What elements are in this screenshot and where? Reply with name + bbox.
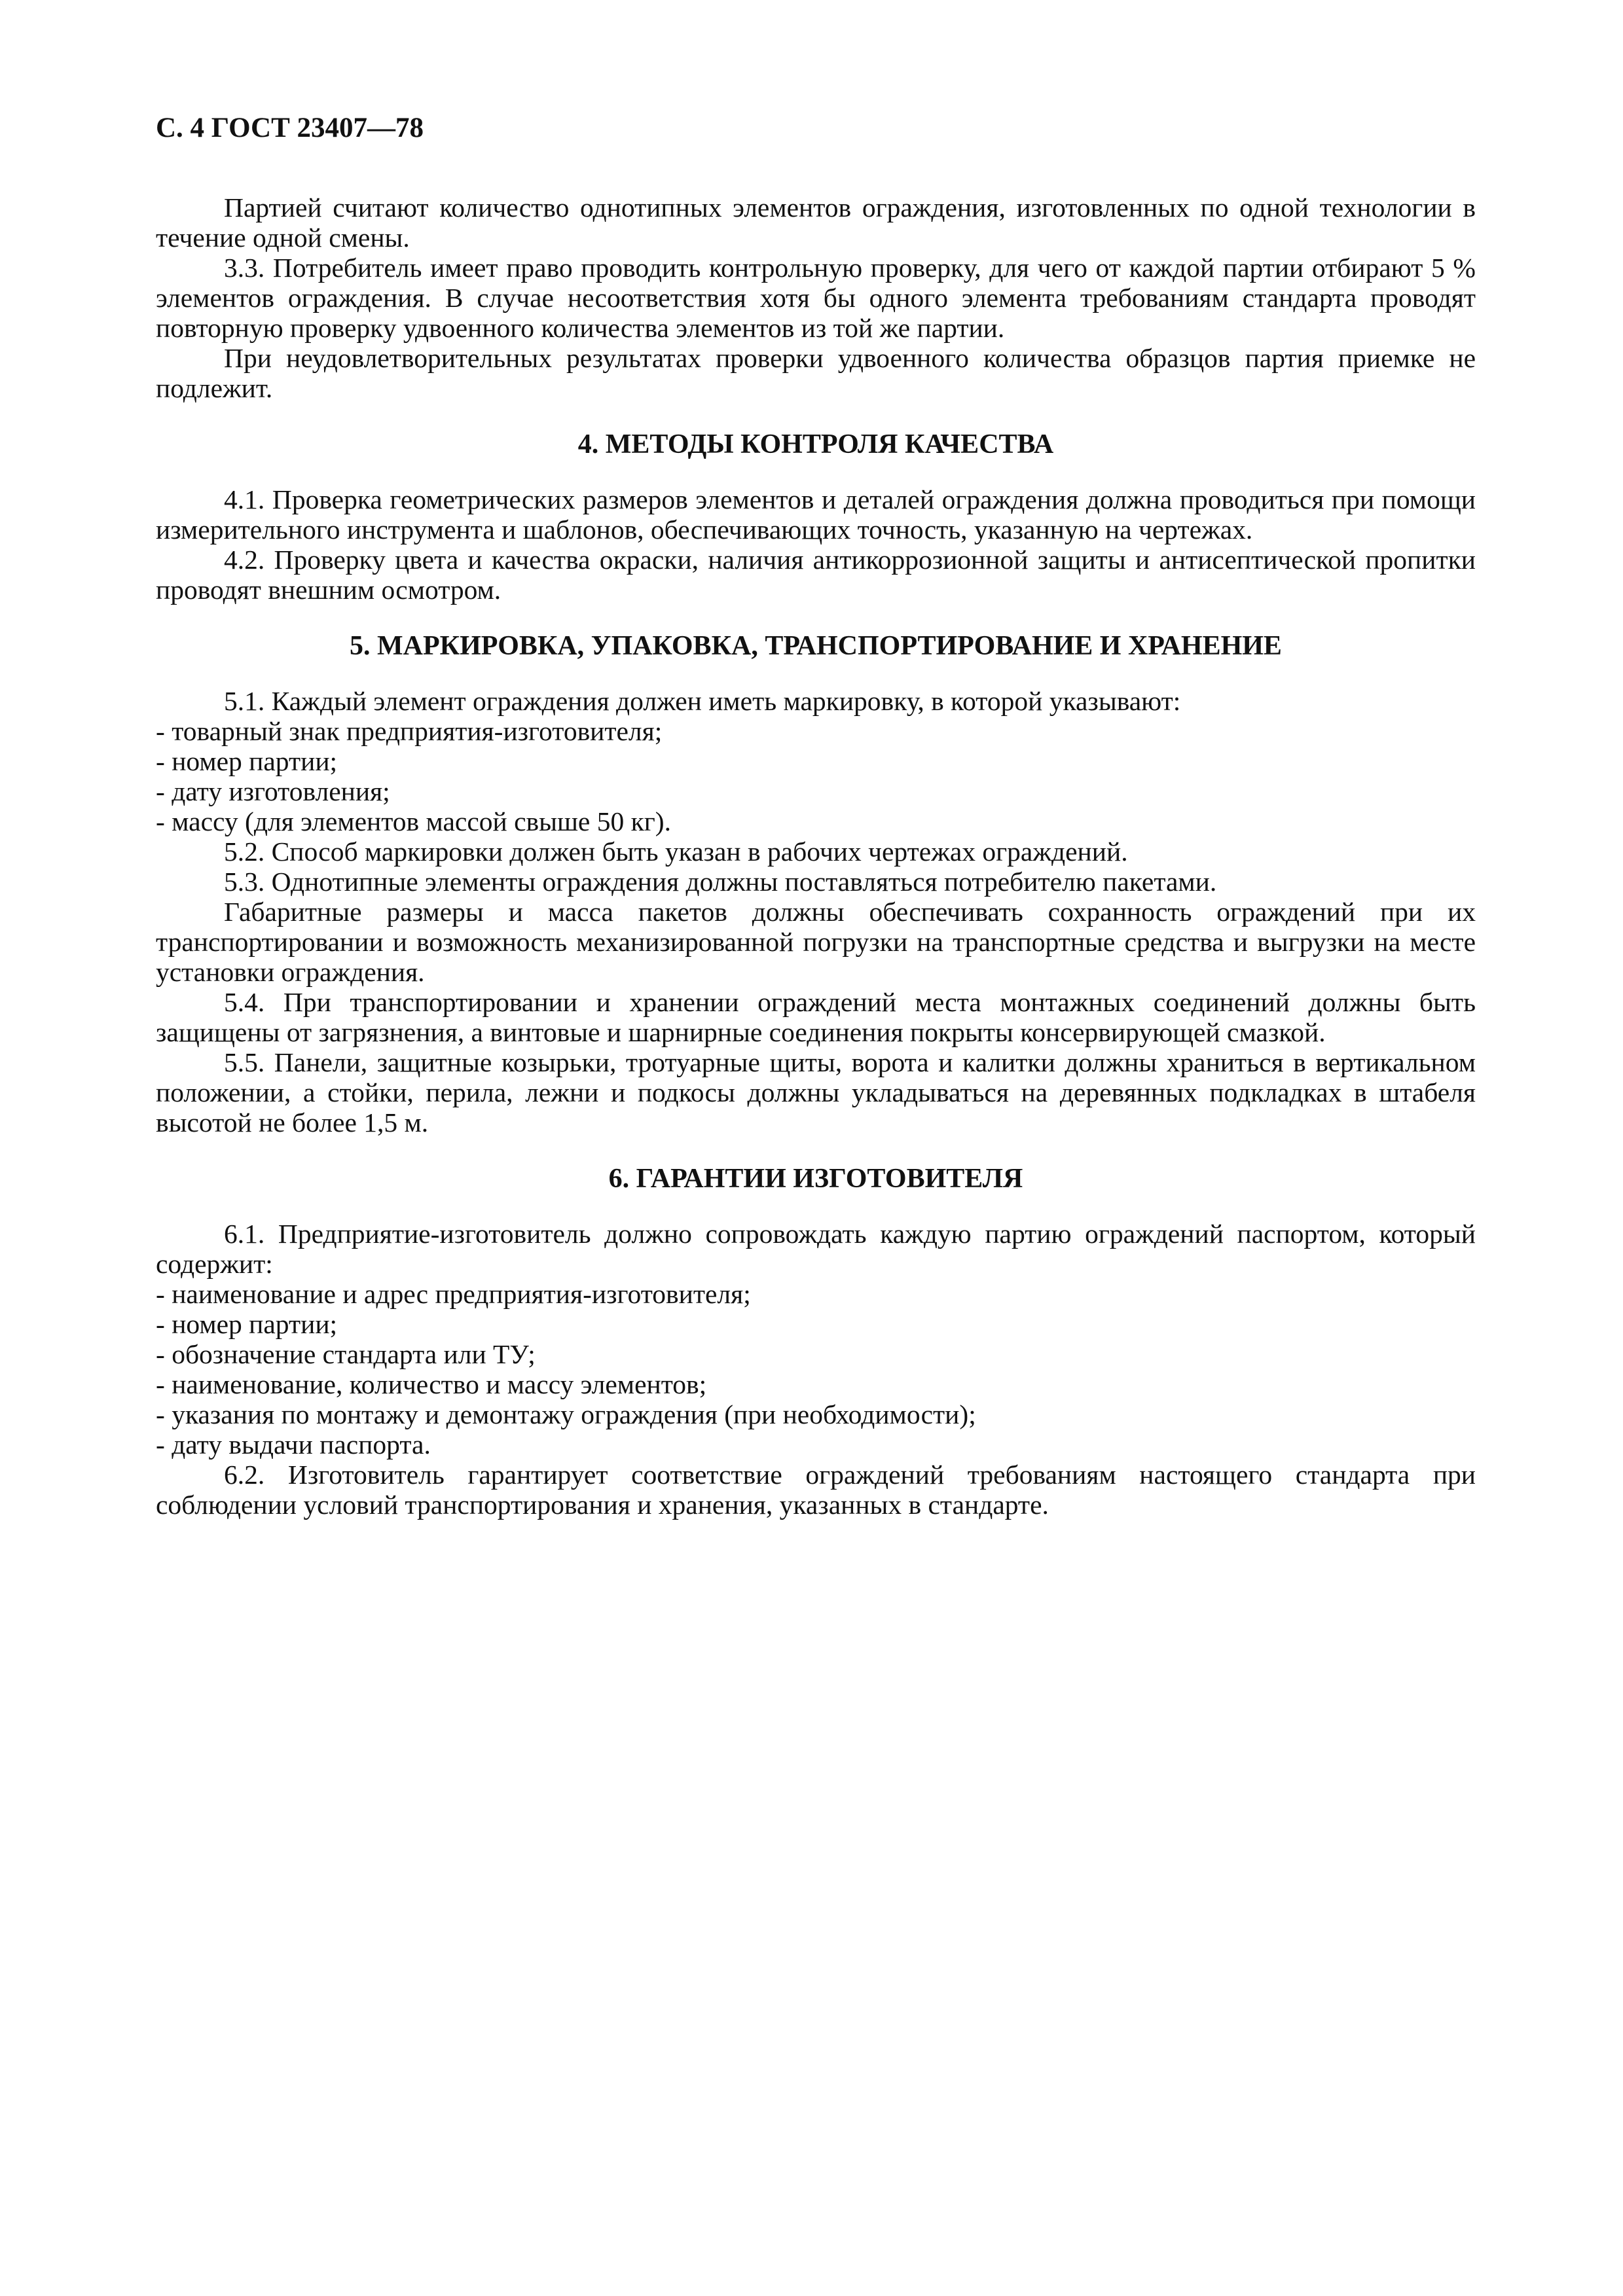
paragraph: 5.2. Способ маркировки должен быть указан в рабочих чертежах ограждений.	[224, 836, 1128, 867]
list-item: - товарный знак предприятия-изготовителя;	[156, 716, 663, 746]
paragraph: 3.3. Потребитель имеет право проводить контрольную проверку, для чего от каждой партии отбирают 5 % элементов ограждения. В случае несоответствия хотя бы одного элемента требованиям стандарта проводят повторную проверку удвоенного количества элементов из той же партии.	[156, 253, 1476, 343]
paragraph: 5.4. При транспортировании и хранении ограждений места монтажных соединений должны быть защищены от загрязнения, а винтовые и шарнирные соединения покрыты консервирующей смазкой.	[156, 987, 1476, 1047]
section-title: 6. ГАРАНТИИ ИЗГОТОВИТЕЛЯ	[608, 1164, 1023, 1194]
document-page	[156, 110, 1476, 1520]
paragraph: Габаритные размеры и масса пакетов должны обеспечивать сохранность ограждений при их транспортировании и возможность механизированной погрузки на транспортные средства и выгрузки на месте установки ограждения.	[156, 897, 1476, 987]
list-item: - дату изготовления;	[156, 776, 390, 806]
section-title: 4. МЕТОДЫ КОНТРОЛЯ КАЧЕСТВА	[577, 429, 1054, 459]
paragraph: 5.3. Однотипные элементы ограждения должны поставляться потребителю пакетами.	[224, 867, 1217, 897]
page-header: С. 4 ГОСТ 23407—78	[156, 113, 424, 143]
list-item: - обозначение стандарта или ТУ;	[156, 1339, 536, 1369]
paragraph: 5.1. Каждый элемент ограждения должен иметь маркировку, в которой указывают:	[224, 686, 1181, 716]
list-item: - наименование и адрес предприятия-изготовителя;	[156, 1279, 751, 1309]
paragraph: 6.1. Предприятие-изготовитель должно сопровождать каждую партию ограждений паспортом, который содержит:	[156, 1219, 1476, 1279]
paragraph: При неудовлетворительных результатах проверки удвоенного количества образцов партия приемке не подлежит.	[156, 343, 1476, 403]
list-item: - дату выдачи паспорта.	[156, 1429, 431, 1460]
paragraph: 6.2. Изготовитель гарантирует соответствие ограждений требованиям настоящего стандарта при соблюдении условий транспортирования и хранения, указанных в стандарте.	[156, 1460, 1476, 1520]
paragraph: 5.5. Панели, защитные козырьки, тротуарные щиты, ворота и калитки должны храниться в вертикальном положении, а стойки, перила, лежни и подкосы должны укладываться на деревянных подкладках в штабеля высотой не более 1,5 м.	[156, 1047, 1476, 1138]
list-item: - наименование, количество и массу элементов;	[156, 1369, 707, 1399]
list-item: - номер партии;	[156, 746, 338, 776]
paragraph: Партией считают количество однотипных элементов ограждения, изготовленных по одной технологии в течение одной смены.	[156, 192, 1476, 253]
paragraph: 4.2. Проверку цвета и качества окраски, наличия антикоррозионной защиты и антисептической пропитки проводят внешним осмотром.	[156, 545, 1476, 605]
list-item: - указания по монтажу и демонтажу ограждения (при необходимости);	[156, 1399, 976, 1429]
list-item: - массу (для элементов массой свыше 50 кг).	[156, 806, 671, 836]
list-item: - номер партии;	[156, 1309, 338, 1339]
section-title: 5. МАРКИРОВКА, УПАКОВКА, ТРАНСПОРТИРОВАНИЕ И ХРАНЕНИЕ	[350, 631, 1282, 661]
paragraph: 4.1. Проверка геометрических размеров элементов и деталей ограждения должна проводиться при помощи измерительного инструмента и шаблонов, обеспечивающих точность, указанную на чертежах.	[156, 484, 1476, 545]
